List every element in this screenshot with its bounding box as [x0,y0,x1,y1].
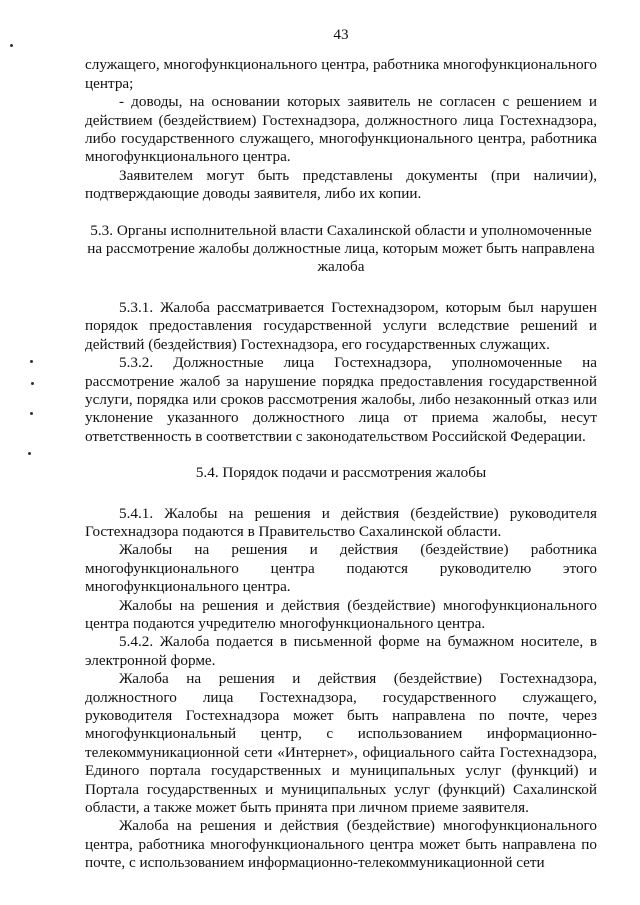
paragraph: Жалоба на решения и действия (бездействие) Гостехнадзора, должностного лица Гостехнадзора, государственного служащего, руководителя Гостехнадзора может быть направлена по почте, через многофункциональный центр, с использованием информационно-телекоммуникационной сети «Интернет», официального сайта Гостехнадзора, Единого портала государственных и муниципальных услуг (функций) и Портала государственных и муниципальных услуг (функций) Сахалинской области, а также может быть принята при личном приеме заявителя. [85,670,597,817]
paragraph: Жалоба на решения и действия (бездействие) многофункционального центра, работника многофункционального центра может быть направлена по почте, с использованием информационно-телекоммуникационной сети [85,817,597,872]
scan-speck [10,44,13,47]
scan-speck [31,382,34,385]
paragraph: Заявителем могут быть представлены документы (при наличии), подтверждающие доводы заявителя, либо их копии. [85,166,597,203]
paragraph: 5.4.1. Жалобы на решения и действия (бездействие) руководителя Гостехнадзора подаются в Правительство Сахалинской области. [85,504,597,540]
section-heading-5-4: 5.4. Порядок подачи и рассмотрения жалобы [195,464,487,482]
paragraph: 5.4.2. Жалоба подается в письменной форме на бумажном носителе, в электронной форме. [85,633,597,669]
paragraph: Жалобы на решения и действия (бездействие) работника многофункционального центра подаются руководителю этого многофункционального центра. [85,541,597,596]
scan-speck [30,412,33,415]
paragraph: служащего, многофункционального центра, работника многофункционального центра; [85,56,597,92]
scan-speck [28,452,31,455]
section-heading-5-3: 5.3. Органы исполнительной власти Сахалинской области и уполномоченные на рассмотрение жалобы должностные лица, которым может быть направлена жалоба [87,221,595,276]
scan-speck [30,360,33,363]
paragraph: 5.3.1. Жалоба рассматривается Гостехнадзором, которым был нарушен порядок предоставления государственной услуги вследствие решений и действий (бездействия) Гостехнадзора, его государственных служащих. [85,298,597,353]
document-body [85,26,597,873]
section-heading-5-3-block [85,222,597,277]
paragraph: Жалобы на решения и действия (бездействие) многофункционального центра подаются учредителю многофункционального центра. [85,596,597,632]
paragraph: - доводы, на основании которых заявитель не согласен с решением и действием (бездействием) Гостехнадзора, должностного лица Гостехнадзора, либо государственного служащего, многофункционального центра, работника многофункционального центра. [85,93,597,166]
page-number: 43 [333,26,349,43]
paragraph: 5.3.2. Должностные лица Гостехнадзора, уполномоченные на рассмотрение жалоб за нарушение порядка предоставления государственной услуги, порядка или сроков рассмотрения жалобы, либо незаконный отказ или уклонение указанного должностного лица от приема жалобы, несут ответственность в соответствии с законодательством Российской Федерации. [85,354,597,445]
